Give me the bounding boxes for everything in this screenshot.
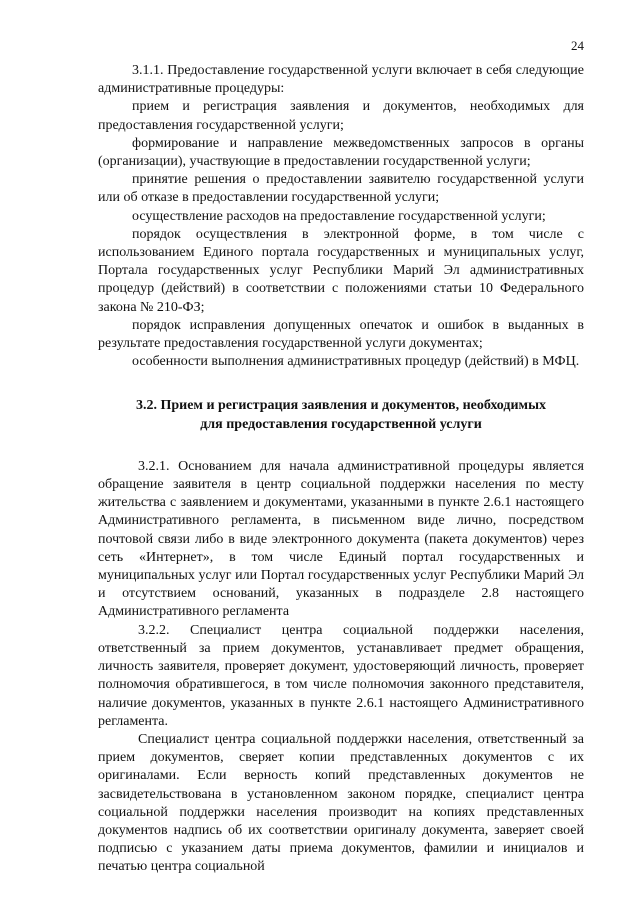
list-item: прием и регистрация заявления и документов, необходимых для предоставления государственной услуги; <box>98 99 584 133</box>
page-number: 24 <box>571 38 584 53</box>
section-heading-line: 3.2. Прием и регистрация заявления и документов, необходимых <box>135 398 547 414</box>
document-body <box>98 62 584 877</box>
paragraph: 3.2.1. Основанием для начала административной процедуры является обращение заявителя в центр социальной поддержки населения по месту жительства с заявлением и документами, указанными в пункте 2.6.1 настоящего Административного регламента, в письменном виде лично, посредством почтовой связи либо в виде электронного документа (пакета документов) через сеть «Интернет», в том числе Единый портал государственных и муниципальных услуг или Портал государственных услуг Республики Марий Эл и отсутствием оснований, указанных в подразделе 2.8 настоящего Административного регламента <box>98 458 584 620</box>
paragraph: 3.2.2. Специалист центра социальной поддержки населения, ответственный за прием документов, устанавливает предмет обращения, личность заявителя, проверяет документ, удостоверяющий личность, проверяет полномочия обратившегося, в том числе полномочия законного представителя, наличие документов, указанных в пункте 2.6.1 настоящего Административного регламента. <box>98 622 584 729</box>
list-item: осуществление расходов на предоставление государственной услуги; <box>132 208 546 224</box>
list-item: порядок исправления допущенных опечаток и ошибок в выданных в результате предоставления государственной услуги документах; <box>98 317 584 352</box>
list-item: порядок осуществления в электронной форме, в том числе с использованием Единого портала государственных и муниципальных услуг, Портала государственных услуг Республики Марий Эл административных процедур (действий) в соответствии с положениями статьи 10 Федерального закона № 210-ФЗ; <box>98 226 584 315</box>
paragraph: Специалист центра социальной поддержки населения, ответственный за прием документов, сверяет копии представленных документов с их оригиналами. Если верность копий представленных документов не засвидетельствована в установленном законом порядке, специалист центра социальной поддержки населения производит на копиях представленных документов надпись об их соответствии оригиналу документа, заверяет своей подписью с указанием даты приема документов, фамилии и инициалов и печатью центра социальной <box>98 731 584 875</box>
list-item: особенности выполнения административных процедур (действий) в МФЦ. <box>132 354 580 370</box>
section-heading-line: для предоставления государственной услуги <box>200 416 482 432</box>
section-heading <box>98 397 584 433</box>
list-item: 3.1.1. Предоставление государственной услуги включает в себя следующие административные процедуры: <box>98 63 584 97</box>
list-item: принятие решения о предоставлении заявителю государственной услуги или об отказе в предоставлении государственной услуги; <box>98 172 584 206</box>
list-item: формирование и направление межведомственных запросов в органы (организации), участвующие в предоставлении государственной услуги; <box>98 135 584 170</box>
